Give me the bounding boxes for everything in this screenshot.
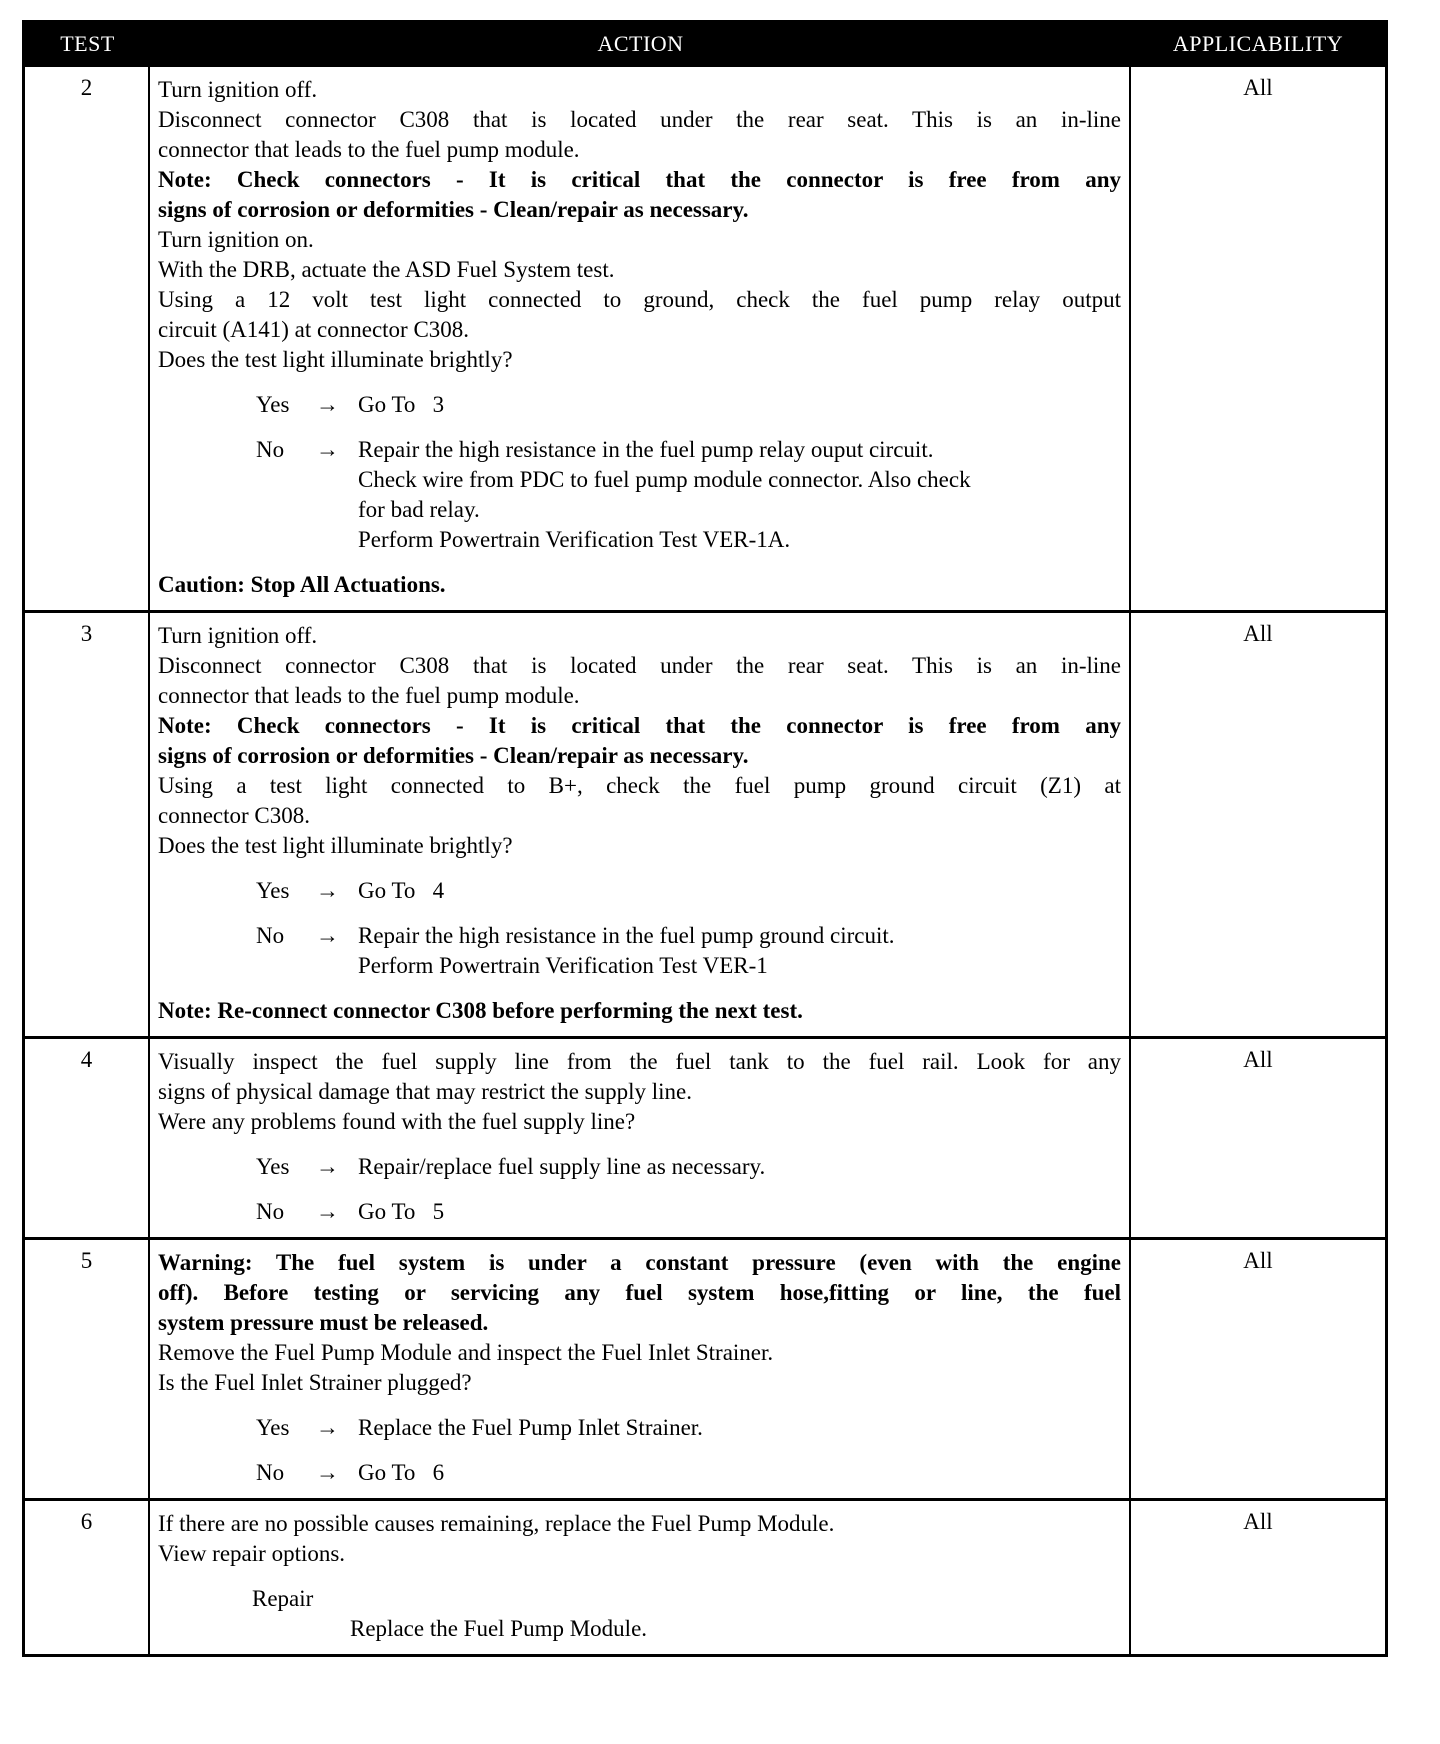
option-line: Go To 5 <box>358 1199 445 1224</box>
spacer <box>158 1569 1121 1584</box>
instruction-line: Using a 12 volt test light connected to ground, check the fuel pump relay output <box>158 287 1121 312</box>
note-line: Note: Re-connect connector C308 before performing the next test. <box>158 998 803 1023</box>
option-label: No <box>256 437 285 462</box>
instruction-line: Turn ignition on. <box>158 227 314 252</box>
instruction-line: Does the test light illuminate brightly? <box>158 833 513 858</box>
action-cell <box>150 67 1131 610</box>
result-option-no <box>256 1197 1121 1227</box>
action-cell <box>150 613 1131 1036</box>
test-number: 4 <box>25 1039 150 1237</box>
action-cell <box>150 1039 1131 1237</box>
table-row <box>25 1036 1385 1237</box>
note-line: Warning: The fuel system is under a constant pressure (even with the engine <box>158 1250 1121 1275</box>
instruction-line: Were any problems found with the fuel supply line? <box>158 1109 636 1134</box>
note-line: Note: Check connectors - It is critical that the connector is free from any <box>158 713 1121 738</box>
applicability-value: All <box>1243 1248 1273 1273</box>
option-line: Go To 4 <box>358 878 445 903</box>
option-line: for bad relay. <box>358 497 480 522</box>
result-option-no <box>256 921 1121 981</box>
spacer <box>158 1137 1121 1152</box>
instruction-line: Turn ignition off. <box>158 77 318 102</box>
instruction-line: circuit (A141) at connector C308. <box>158 317 470 342</box>
test-number: 3 <box>25 613 150 1036</box>
instruction-line: If there are no possible causes remaining, replace the Fuel Pump Module. <box>158 1511 835 1536</box>
spacer <box>158 981 1121 996</box>
arrow-right-icon: → <box>316 878 339 903</box>
arrow-right-icon: → <box>316 392 339 417</box>
note-line: signs of corrosion or deformities - Clean/repair as necessary. <box>158 743 749 768</box>
table-row <box>25 1498 1385 1654</box>
spacer <box>158 1443 1121 1458</box>
option-line: Repair the high resistance in the fuel pump ground circuit. <box>358 923 895 948</box>
instruction-line: Is the Fuel Inlet Strainer plugged? <box>158 1370 472 1395</box>
result-option-yes <box>256 1413 1121 1443</box>
arrow-right-icon: → <box>316 1199 339 1224</box>
test-number: 6 <box>25 1501 150 1654</box>
option-label: No <box>256 1460 285 1485</box>
option-action <box>358 1197 1121 1227</box>
instruction-line: Remove the Fuel Pump Module and inspect the Fuel Inlet Strainer. <box>158 1340 774 1365</box>
applicability-value: All <box>1243 1509 1273 1534</box>
spacer <box>158 906 1121 921</box>
table-row <box>25 64 1385 610</box>
instruction-line: signs of physical damage that may restrict the supply line. <box>158 1079 692 1104</box>
test-number: 5 <box>25 1240 150 1498</box>
option-label: No <box>256 923 285 948</box>
action-cell <box>150 1240 1131 1498</box>
result-option-yes <box>256 390 1121 420</box>
result-option-no <box>256 1458 1121 1488</box>
option-action <box>358 1413 1121 1443</box>
table-row <box>25 1237 1385 1498</box>
spacer <box>158 861 1121 876</box>
option-line: Replace the Fuel Pump Inlet Strainer. <box>358 1415 703 1440</box>
option-line: Repair/replace fuel supply line as necessary. <box>358 1154 766 1179</box>
instruction-line: connector that leads to the fuel pump module. <box>158 683 580 708</box>
applicability-value: All <box>1243 621 1273 646</box>
instruction-line: Does the test light illuminate brightly? <box>158 347 513 372</box>
instruction-line: connector that leads to the fuel pump module. <box>158 137 580 162</box>
header-action: ACTION <box>597 30 684 56</box>
option-label: Yes <box>256 878 290 903</box>
table-row <box>25 610 1385 1036</box>
arrow-right-icon: → <box>316 1460 339 1485</box>
spacer <box>158 375 1121 390</box>
option-action <box>358 921 1121 981</box>
applicability-value: All <box>1243 75 1273 100</box>
spacer <box>158 1398 1121 1413</box>
instruction-line: Turn ignition off. <box>158 623 318 648</box>
spacer <box>158 1182 1121 1197</box>
note-line: Caution: Stop All Actuations. <box>158 572 446 597</box>
option-line: Go To 6 <box>358 1460 445 1485</box>
action-cell <box>150 1501 1131 1654</box>
note-line: signs of corrosion or deformities - Clean/repair as necessary. <box>158 197 749 222</box>
option-label: Yes <box>256 1415 290 1440</box>
repair-detail: Replace the Fuel Pump Module. <box>350 1616 648 1641</box>
table-header <box>25 23 1385 64</box>
table-body <box>25 64 1385 1654</box>
instruction-line: Using a test light connected to B+, check the fuel pump ground circuit (Z1) at <box>158 773 1121 798</box>
option-line: Check wire from PDC to fuel pump module connector. Also check <box>358 467 971 492</box>
diagnostic-test-table <box>22 20 1388 1657</box>
instruction-line: Disconnect connector C308 that is located under the rear seat. This is an in-line <box>158 653 1121 678</box>
option-action <box>358 876 1121 906</box>
option-line: Go To 3 <box>358 392 445 417</box>
instruction-line: View repair options. <box>158 1541 346 1566</box>
option-action <box>358 1152 1121 1182</box>
arrow-right-icon: → <box>316 437 339 462</box>
result-option-no <box>256 435 1121 555</box>
note-line: system pressure must be released. <box>158 1310 489 1335</box>
result-option-yes <box>256 1152 1121 1182</box>
instruction-line: Disconnect connector C308 that is located under the rear seat. This is an in-line <box>158 107 1121 132</box>
option-label: Yes <box>256 1154 290 1179</box>
option-action <box>358 1458 1121 1488</box>
instruction-line: With the DRB, actuate the ASD Fuel System test. <box>158 257 615 282</box>
option-action <box>358 390 1121 420</box>
test-number: 2 <box>25 67 150 610</box>
option-label: Yes <box>256 392 290 417</box>
instruction-line: connector C308. <box>158 803 311 828</box>
option-line: Perform Powertrain Verification Test VER-1 <box>358 953 768 978</box>
arrow-right-icon: → <box>316 1154 339 1179</box>
header-applicability: APPLICABILITY <box>1172 30 1344 56</box>
option-action <box>358 435 1121 555</box>
note-line: off). Before testing or servicing any fuel system hose,fitting or line, the fuel <box>158 1280 1121 1305</box>
instruction-line: Visually inspect the fuel supply line from the fuel tank to the fuel rail. Look for any <box>158 1049 1121 1074</box>
arrow-right-icon: → <box>316 923 339 948</box>
option-label: No <box>256 1199 285 1224</box>
repair-label: Repair <box>252 1586 314 1611</box>
note-line: Note: Check connectors - It is critical that the connector is free from any <box>158 167 1121 192</box>
option-line: Perform Powertrain Verification Test VER-1A. <box>358 527 791 552</box>
header-test: TEST <box>60 30 115 56</box>
option-line: Repair the high resistance in the fuel pump relay ouput circuit. <box>358 437 934 462</box>
result-option-yes <box>256 876 1121 906</box>
spacer <box>158 420 1121 435</box>
spacer <box>158 555 1121 570</box>
applicability-value: All <box>1243 1047 1273 1072</box>
arrow-right-icon: → <box>316 1415 339 1440</box>
